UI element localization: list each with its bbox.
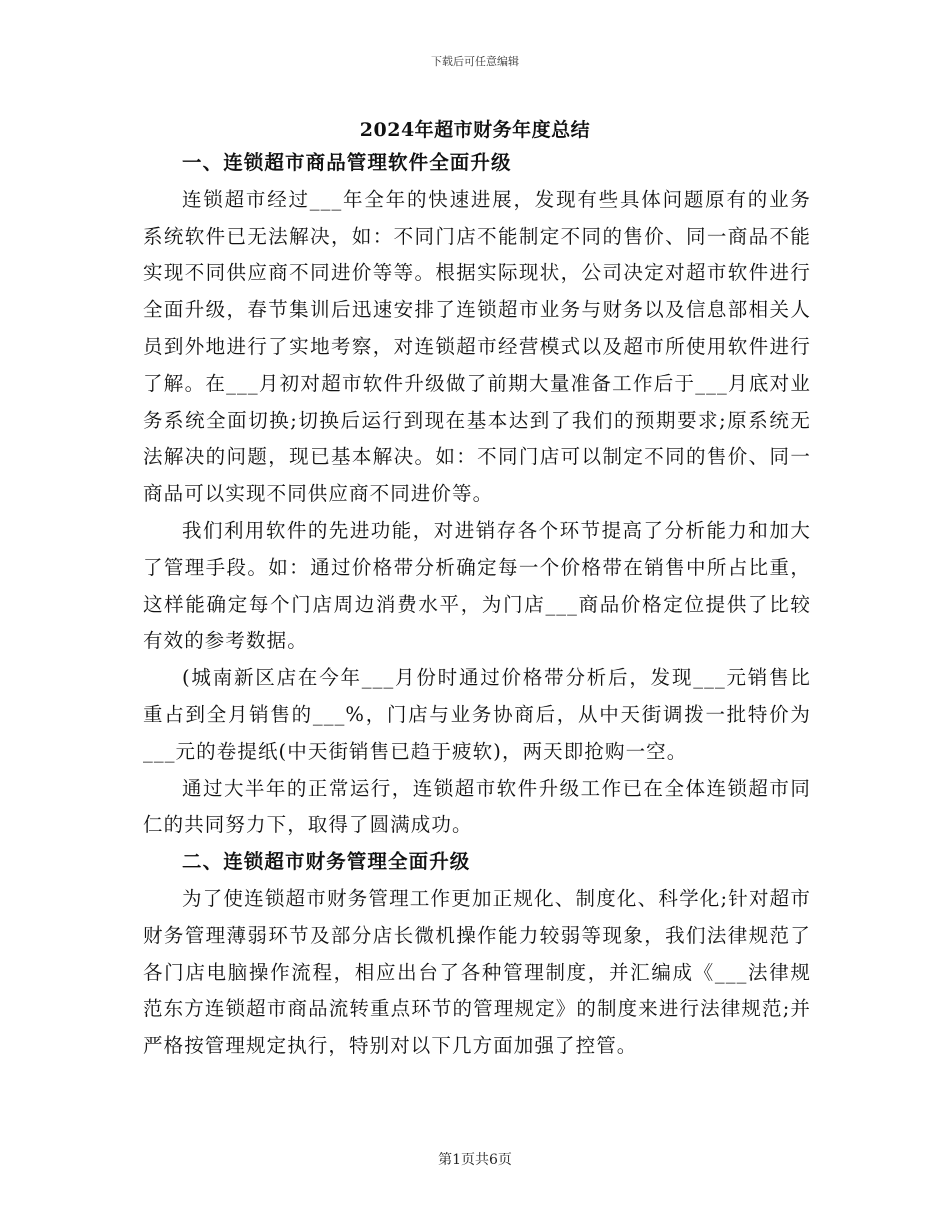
- paragraph: 为了使连锁超市财务管理工作更加正规化、制度化、科学化;针对超市财务管理薄弱环节及部分店长微机操作能力较弱等现象，我们法律规范了各门店电脑操作流程，相应出台了各种管理制度，并汇编成《___法律规范东方连锁超市商品流转重点环节的管理规定》的制度来进行法律规范;并严格按管理规定执行，特别对以下几方面加强了控管。: [143, 886, 811, 1058]
- paragraph: 我们利用软件的先进功能，对进销存各个环节提高了分析能力和加大了管理手段。如：通过价格带分析确定每一个价格带在销售中所占比重，这样能确定每个门店周边消费水平，为门店___商品价格定位提供了比较有效的参考数据。: [143, 518, 811, 653]
- document-title: 2024年超市财务年度总结: [359, 119, 591, 141]
- section-heading-2: 二、连锁超市财务管理全面升级: [182, 850, 471, 874]
- section-heading-1: 一、连锁超市商品管理软件全面升级: [182, 151, 512, 174]
- page-footer: 第1页共6页: [438, 1152, 512, 1168]
- paragraph: (城南新区店在今年___月份时通过价格带分析后，发现___元销售比重占到全月销售的___%，门店与业务协商后，从中天街调拨一批特价为___元的卷提纸(中天街销售已趋于疲软)，两天即抢购一空。: [143, 666, 811, 763]
- paragraph: 通过大半年的正常运行，连锁超市软件升级工作已在全体连锁超市同仁的共同努力下，取得了圆满成功。: [143, 776, 811, 837]
- document-body: [143, 145, 811, 1065]
- paragraph: 连锁超市经过___年全年的快速进展，发现有些具体问题原有的业务系统软件已无法解决，如：不同门店不能制定不同的售价、同一商品不能实现不同供应商不同进价等等。根据实际现状，公司决定对超市软件进行全面升级，春节集训后迅速安排了连锁超市业务与财务以及信息部相关人员到外地进行了实地考察，对连锁超市经营模式以及超市所使用软件进行了解。在___月初对超市软件升级做了前期大量准备工作后于___月底对业务系统全面切换;切换后运行到现在基本达到了我们的预期要求;原系统无法解决的问题，现已基本解决。如：不同门店可以制定不同的售价、同一商品可以实现不同供应商不同进价等。: [143, 187, 811, 506]
- header-note: 下载后可任意编辑: [431, 55, 519, 68]
